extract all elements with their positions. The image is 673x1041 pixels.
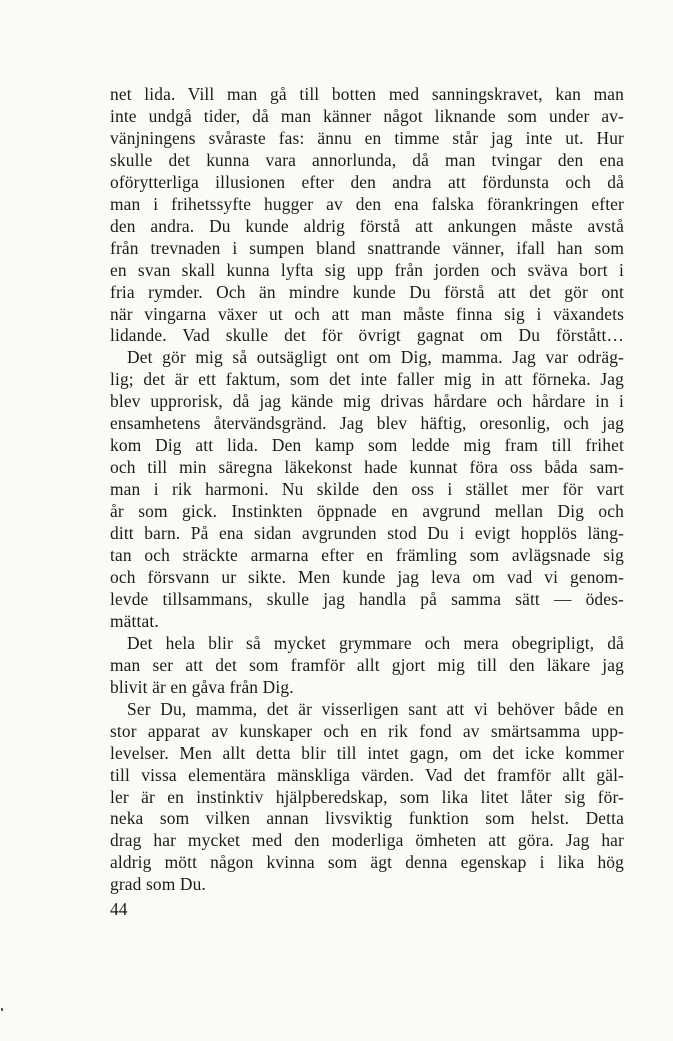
text-line: inte undgå tider, då man känner något liknande som under av- xyxy=(110,105,624,126)
text-line: stor apparat av kunskaper och en rik fond av smärtsamma upp- xyxy=(110,720,624,741)
text-line: den andra. Du kunde aldrig förstå att ankungen måste avstå xyxy=(110,215,624,236)
text-line: när vingarna växer ut och att man måste finna sig i växandets xyxy=(110,303,624,324)
text-line: man i frihetssyfte hugger av den ena falska förankringen efter xyxy=(110,193,624,214)
text-line: Ser Du, mamma, det är visserligen sant att vi behöver både en xyxy=(127,698,624,719)
scan-edge-mark xyxy=(1,1008,3,1011)
text-line: en svan skall kunna lyfta sig upp från jorden och sväva bort i xyxy=(110,259,624,280)
text-line: Det gör mig så outsägligt ont om Dig, mamma. Jag var odräg- xyxy=(127,347,624,368)
text-line: lig; det är ett faktum, som det inte faller mig in att förneka. Jag xyxy=(110,369,624,390)
text-line: vänjningens svåraste fas: ännu en timme står jag inte ut. Hur xyxy=(110,127,624,148)
text-line: levelser. Men allt detta blir till intet gagn, om det icke kommer xyxy=(110,742,624,763)
text-line: man i rik harmoni. Nu skilde den oss i stället mer för vart xyxy=(110,479,624,500)
text-line: oförytterliga illusionen efter den andra att fördunsta och då xyxy=(110,171,624,192)
text-line: fria rymder. Och än mindre kunde Du förstå att det gör ont xyxy=(110,281,624,302)
text-line: blivit är en gåva från Dig. xyxy=(110,676,294,697)
text-line: och till min säregna läkekonst hade kunnat föra oss båda sam- xyxy=(110,457,624,478)
text-line: drag har mycket med den moderliga ömheten att göra. Jag har xyxy=(110,830,624,851)
text-line: grad som Du. xyxy=(110,874,206,895)
text-line: år som gick. Instinkten öppnade en avgrund mellan Dig och xyxy=(110,501,624,522)
page-number: 44 xyxy=(110,899,128,919)
text-line: blev upprorisk, då jag kände mig drivas hårdare och hårdare in i xyxy=(110,391,624,412)
text-line: Det hela blir så mycket grymmare och mera obegripligt, då xyxy=(127,632,624,653)
text-line: levde tillsammans, skulle jag handla på samma sätt — ödes- xyxy=(110,588,624,609)
text-line: lidande. Vad skulle det för övrigt gagnat om Du förstått… xyxy=(110,325,624,346)
text-line: skulle det kunna vara annorlunda, då man tvingar den ena xyxy=(110,149,624,170)
text-line: neka som vilken annan livsviktig funktion som helst. Detta xyxy=(110,808,624,829)
text-line: och försvann ur sikte. Men kunde jag leva om vad vi genom- xyxy=(110,566,624,587)
text-line: ensamhetens återvändsgränd. Jag blev häftig, oresonlig, och jag xyxy=(110,413,624,434)
text-line: ler är en instinktiv hjälpberedskap, som lika litet låter sig för- xyxy=(110,786,624,807)
text-line: kom Dig att lida. Den kamp som ledde mig fram till frihet xyxy=(110,435,624,456)
text-line: mättat. xyxy=(110,610,159,631)
text-line: aldrig mött någon kvinna som ägt denna egenskap i lika hög xyxy=(110,852,624,873)
text-line: tan och sträckte armarna efter en främling som avlägsnade sig xyxy=(110,545,624,566)
text-line: man ser att det som framför allt gjort mig till den läkare jag xyxy=(110,654,624,675)
body-text xyxy=(110,84,624,896)
text-line: från trevnaden i sumpen bland snattrande vänner, ifall han som xyxy=(110,237,624,258)
text-line: ditt barn. På ena sidan avgrunden stod Du i evigt hopplös läng- xyxy=(110,523,624,544)
text-line: till vissa elementära mänskliga värden. Vad det framför allt gäl- xyxy=(110,764,624,785)
text-line: net lida. Vill man gå till botten med sanningskravet, kan man xyxy=(110,84,624,104)
